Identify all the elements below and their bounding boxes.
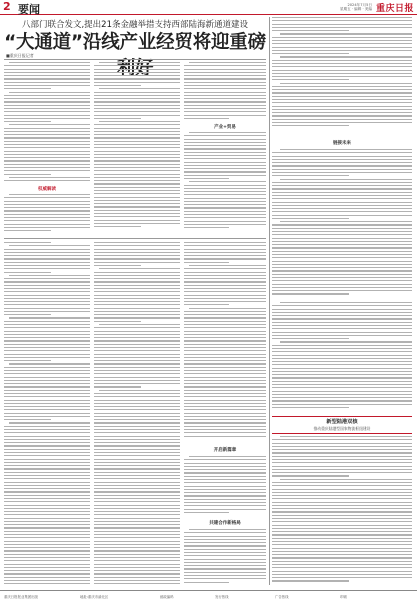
article-byline: ■重庆日报记者 (6, 53, 34, 58)
lower-column-3c (184, 529, 266, 586)
left-subhead: 权威解读 (38, 187, 56, 192)
lower-mid-subhead: 开启新篇章 (213, 448, 237, 453)
right-subhead: 链接未来 (333, 141, 351, 146)
lower-column-3b (184, 456, 266, 516)
article-headline: “大通道”沿线产业经贸将迎重磅 (4, 32, 266, 53)
page-number: 2 (3, 0, 11, 13)
right-column-mid (272, 149, 412, 299)
lower-column-3 (184, 242, 266, 442)
right-column-lower (272, 302, 412, 412)
masthead-meta (340, 3, 372, 11)
article-kicker: 八部门联合发文,提出21条金融举措支持西部陆海新通道建设 (21, 20, 249, 30)
bottom-mid-subhead: 共建合作新格局 (209, 521, 241, 526)
date-line: 2024年7月5日 (347, 2, 372, 7)
right-column-bottom (272, 436, 412, 586)
masthead-right (340, 0, 414, 14)
headline-divider (4, 59, 266, 60)
left-column-lower (4, 194, 90, 236)
section-divider (4, 238, 266, 239)
footer-postcode: 邮政编码 (160, 595, 174, 599)
right-column-top (272, 17, 412, 137)
left-column (4, 62, 90, 184)
footer-printing: 印刷 (340, 595, 347, 599)
page-footer (0, 590, 417, 601)
right-feature-subtitle: 推动重庆陆港型国家物流枢纽建设 (313, 426, 371, 431)
third-column-subhead: 产业+贸易 (214, 125, 236, 130)
footer-distribution: 发行热线 (215, 595, 229, 599)
section-name: 要闻 (18, 3, 40, 16)
lower-column-1 (4, 242, 90, 586)
footer-address: 地址:重庆市渝北区 (80, 595, 109, 599)
lower-column-2 (94, 242, 180, 586)
right-feature-title: 新型陆港双核 (326, 419, 358, 425)
meta-line: 星期五 · 编辑 · 美编 (339, 7, 372, 11)
third-column (184, 62, 266, 122)
middle-column (94, 62, 180, 232)
footer-publisher: 重庆日报报业集团出版 (4, 595, 38, 599)
column-divider (269, 17, 270, 585)
third-column-lower (184, 132, 266, 232)
footer-advertising: 广告热线 (275, 595, 289, 599)
newspaper-logo: 重庆日报 (375, 3, 414, 14)
masthead (0, 0, 417, 15)
